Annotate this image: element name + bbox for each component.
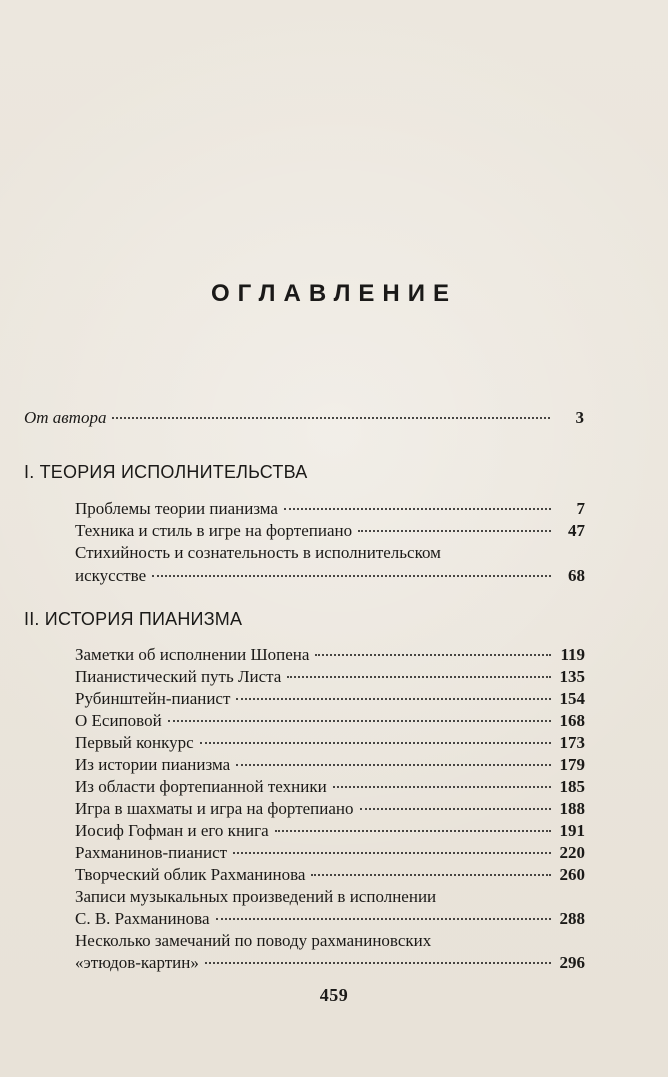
dot-leader bbox=[216, 918, 551, 920]
toc-entry-text: Техника и стиль в игре на фортепиано bbox=[75, 521, 353, 540]
toc-entry-text: Творческий облик Рахманинова bbox=[75, 865, 306, 884]
page-number: 459 bbox=[319, 985, 349, 1005]
toc-entry-text: Заметки об исполнении Шопена bbox=[75, 645, 310, 664]
dot-leader bbox=[205, 962, 551, 964]
toc-entry-text: Из области фортепианной техники bbox=[75, 777, 327, 796]
toc-entry-intro bbox=[24, 405, 584, 431]
dot-leader bbox=[236, 698, 551, 700]
toc-entry-text: Первый конкурс bbox=[75, 733, 194, 752]
toc-entry-text: О Есиповой bbox=[75, 711, 162, 730]
dot-leader bbox=[152, 575, 551, 577]
toc-entry-text: Проблемы теории пианизма bbox=[75, 499, 278, 518]
toc-page-number: 179 bbox=[559, 755, 585, 774]
dot-leader bbox=[168, 720, 551, 722]
toc-entry-text: Рахманинов-пианист bbox=[75, 843, 228, 862]
toc-page-number: 173 bbox=[559, 733, 585, 752]
dot-leader bbox=[112, 417, 550, 419]
toc-entry-wrap-line: Стихийность и сознательность в исполнительском bbox=[75, 543, 441, 562]
toc-entry-text: «этюдов-картин» bbox=[75, 953, 199, 972]
toc-entry-text: От автора bbox=[24, 408, 107, 427]
toc-page-number: 135 bbox=[559, 667, 585, 686]
toc-page-number: 185 bbox=[559, 777, 585, 796]
toc-page-number: 168 bbox=[559, 711, 585, 730]
toc-page-number: 47 bbox=[568, 521, 585, 540]
toc-entry-text: Из истории пианизма bbox=[75, 755, 231, 774]
toc-entry-text: Иосиф Гофман и его книга bbox=[75, 821, 269, 840]
toc-page-number: 191 bbox=[559, 821, 585, 840]
dot-leader bbox=[360, 808, 551, 810]
toc-page-number: 260 bbox=[559, 865, 585, 884]
dot-leader bbox=[311, 874, 551, 876]
toc-page-number: 154 bbox=[559, 689, 585, 708]
dot-leader bbox=[315, 654, 551, 656]
toc-page-number: 3 bbox=[575, 408, 584, 427]
toc-entry-text: Игра в шахматы и игра на фортепиано bbox=[75, 799, 354, 818]
toc-page-number: 220 bbox=[559, 843, 585, 862]
toc-page-number: 288 bbox=[559, 909, 585, 928]
toc-entry-text: С. В. Рахманинова bbox=[75, 909, 210, 928]
toc-page-number: 68 bbox=[568, 566, 585, 585]
section-heading-2: II. ИСТОРИЯ ПИАНИЗМА bbox=[24, 609, 243, 629]
dot-leader bbox=[284, 508, 551, 510]
toc-entry-wrap-line: Записи музыкальных произведений в исполнении bbox=[75, 887, 437, 906]
toc-entry-text: Рубинштейн-пианист bbox=[75, 689, 231, 708]
dot-leader bbox=[333, 786, 551, 788]
dot-leader bbox=[275, 830, 551, 832]
toc-page-number: 7 bbox=[576, 499, 585, 518]
toc-entry bbox=[75, 563, 585, 589]
section-heading-1: I. ТЕОРИЯ ИСПОЛНИТЕЛЬСТВА bbox=[24, 462, 308, 482]
toc-page-number: 119 bbox=[560, 645, 585, 664]
dot-leader bbox=[287, 676, 551, 678]
dot-leader bbox=[236, 764, 551, 766]
toc-page-number: 296 bbox=[559, 953, 585, 972]
toc-entry-text: Пианистический путь Листа bbox=[75, 667, 282, 686]
toc-entry bbox=[75, 950, 585, 976]
dot-leader bbox=[233, 852, 551, 854]
dot-leader bbox=[358, 530, 551, 532]
toc-entry-wrap-line: Несколько замечаний по поводу рахманиновских bbox=[75, 931, 432, 950]
toc-page-number: 188 bbox=[559, 799, 585, 818]
dot-leader bbox=[200, 742, 551, 744]
toc-entry-text: искусстве bbox=[75, 566, 147, 585]
page-title: ОГЛАВЛЕНИЕ bbox=[210, 280, 458, 307]
